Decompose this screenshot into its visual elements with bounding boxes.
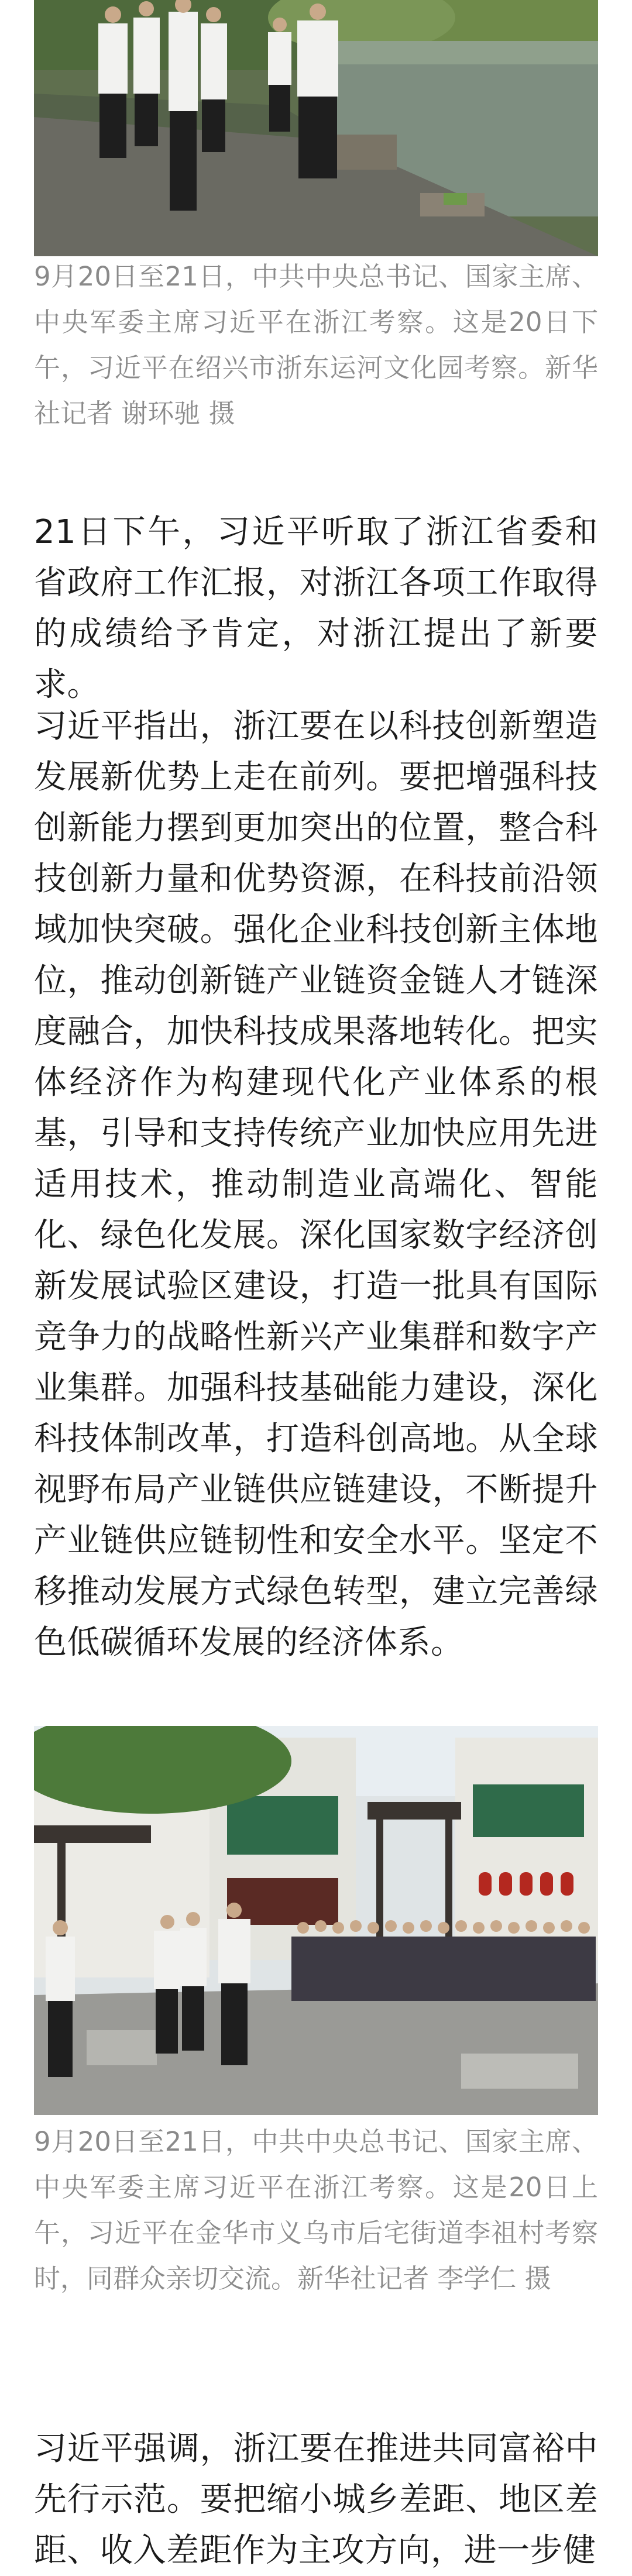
article-paragraph: 习近平指出，浙江要在以科技创新塑造发展新优势上走在前列。要把增强科技创新能力摆到更加突出的位置，整合科技创新力量和优势资源，在科技前沿领域加快突破。强化企业科技创新主体地位，推动创新链产业链资金链人才链深度融合，加快科技成果落地转化。把实体经济作为构建现代化产业体系的根基，引导和支持传统产业加快应用先进适用技术，推动制造业高端化、智能化、绿色化发展。深化国家数字经济创新发展试验区建设，打造一批具有国际竞争力的战略性新兴产业集群和数字产业集群。加强科技基础能力建设，深化科技体制改革，打造科创高地。从全球视野布局产业链供应链建设，不断提升产业链供应链韧性和安全水平。坚定不移推动发展方式绿色转型，建立完善绿色低碳循环发展的经济体系。 xyxy=(34,707,598,1662)
article-paragraph: 习近平强调，浙江要在推进共同富裕中先行示范。要把缩小城乡差距、地区差距、收入差距作为主攻方向，进一步健 xyxy=(34,2430,598,2570)
photo-river-image xyxy=(34,0,598,256)
photo-caption: 9月20日至21日，中共中央总书记、国家主席、中央军委主席习近平在浙江考察。这是20日上午，习近平在金华市义乌市后宅街道李祖村考察时，同群众亲切交流。新华社记者 李学仁 摄 xyxy=(34,2126,598,2294)
photo-village-image xyxy=(34,1726,598,2115)
photo-caption: 9月20日至21日，中共中央总书记、国家主席、中央军委主席习近平在浙江考察。这是20日下午，习近平在绍兴市浙东运河文化园考察。新华社记者 谢环驰 摄 xyxy=(34,261,598,429)
news-photo-river[interactable] xyxy=(34,0,598,256)
news-photo-village[interactable] xyxy=(34,1726,598,2115)
article-paragraph: 21日下午，习近平听取了浙江省委和省政府工作汇报，对浙江各项工作取得的成绩给予肯定，对浙江提出了新要求。 xyxy=(34,513,598,704)
